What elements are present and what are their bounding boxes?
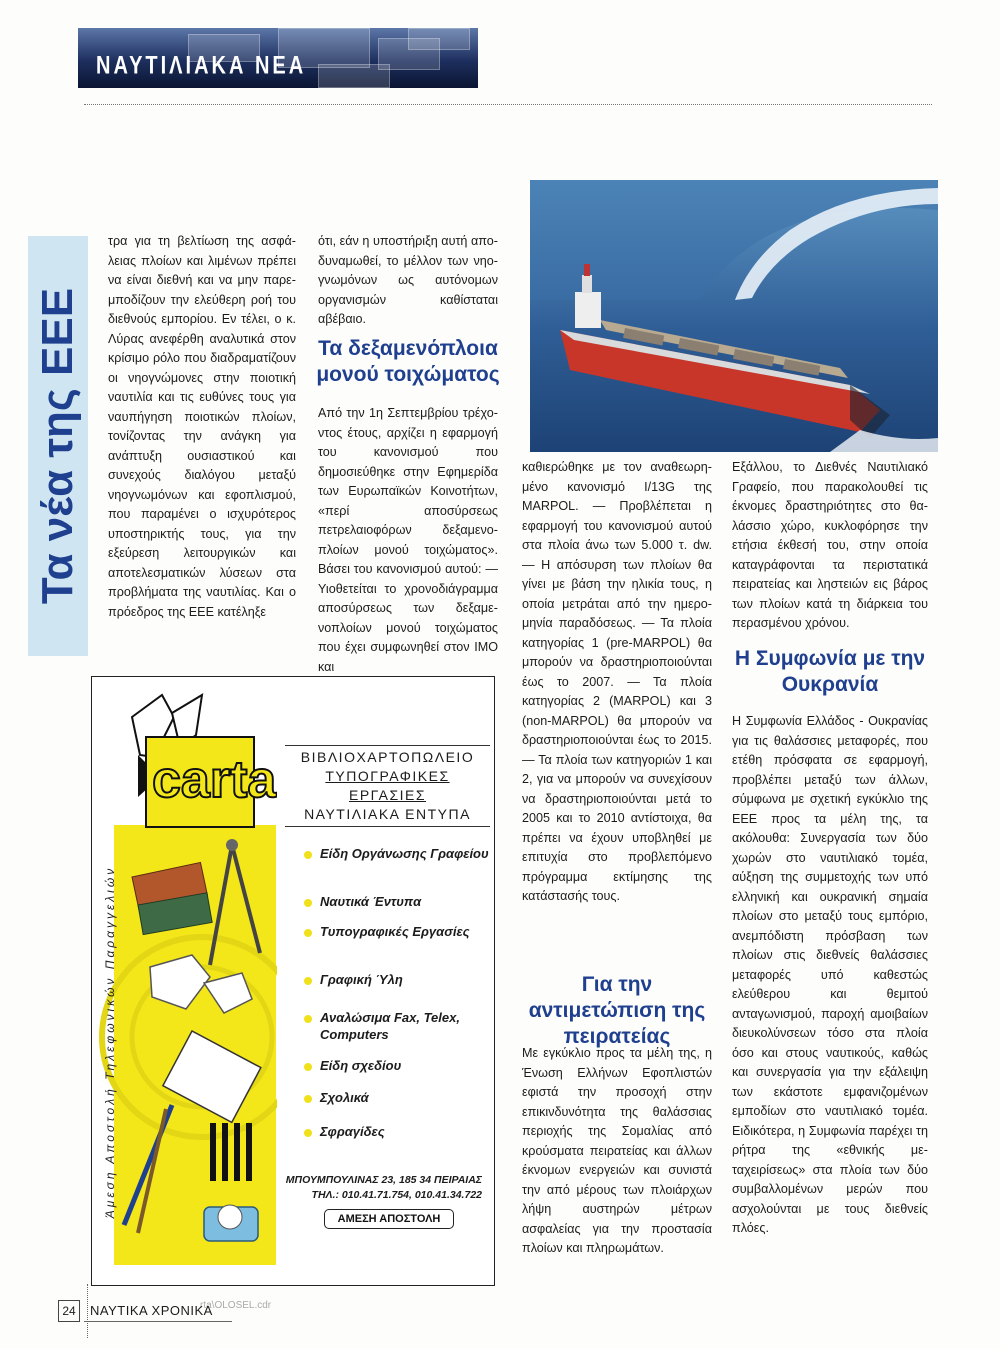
direct-delivery-button[interactable]: ΑΜΕΣΗ ΑΠΟΣΤΟΛΗ — [324, 1209, 454, 1229]
ad-line-printing: ΤΥΠΟΓΡΑΦΙΚΕΣ ΕΡΓΑΣΙΕΣ — [325, 768, 450, 803]
ad-services-heading — [285, 745, 490, 827]
article-col1: τρα για τη βελτίωση της ασφάλειας πλοίων και λιμένων πρέπει να είναι διεθνή και να μην παρεμποδίζουν την ελεύθερη ροή του διεθνούς εμπορίου. Εν τέλει, ο κ. Λύρας ανεφέρθη αναλυτικά στον κρίσιμο ρόλο που διαδραματίζουν οι νηογνώμονες στην ποιοτική ναυτιλία και τις ευθύνες τους για ναυπήγηση ποιοτικών πλοίων, τονίζοντας την ανάγκη για ανάπτυξη ουσιαστικού και συνεχούς διαλόγου μεταξύ νηογνωμόνων και εφοπλισμού, που παραμένει ο ισχυρότερος υποστηρικτής τους, για την εξεύρεση λειτουργικών και αποτελεσματικών λύσεων στα προβλήματα της ναυτιλίας. Και ο πρόεδρος της ΕΕΕ κατέληξε — [108, 234, 296, 619]
heading-piracy: Για την αντιμετώπιση της πειρατείας — [528, 973, 706, 1048]
magazine-name: ΝΑΥΤΙΚΑ ΧΡΟΝΙΚΑ — [90, 1303, 213, 1318]
heading-single-hull-tankers: Τα δεξαμενόπλοια μονού τοιχώματος — [316, 337, 500, 386]
page-number: 24 — [58, 1300, 80, 1322]
bullet-icon — [304, 899, 312, 907]
bullet-icon — [304, 1129, 312, 1137]
sidebar-title: Τα νέα της ΕΕΕ — [33, 287, 82, 605]
list-item: Είδη σχεδίου — [304, 1057, 494, 1074]
ad-line-nautical: ΝΑΥΤΙΛΙΑΚΑ ΕΝΤΥΠΑ — [285, 805, 490, 827]
list-item: Γραφική Ύλη — [304, 971, 494, 988]
article-col4-top: Εξάλλου, το Διεθνές Ναυτιλιακό Γραφείο, που παρακολουθεί τις έκνομες δραστηριότητες στο θαλάσσιο χώρο, κυκλοφόρησε την ετήσια έκθεσή του, στην οποία καταγράφονται τα περιστατικά πειρατείας και ληστειών εις βάρος των πλοίων κατά τη διάρκεια του περασμένου χρόνου. — [732, 460, 928, 630]
ad-contact — [282, 1173, 482, 1203]
article-col4-bottom: Η Συμφωνία Ελλάδος - Ουκρανίας για τις θαλάσσιες μεταφορές, που ετέθη πρόσφατα σε εφαρμογή, προβλέπει μεταξύ των άλλων, σύμφωνα με σχετική εγκύκλιο της ΕΕΕ προς τα μέλη της, τα ακόλουθα: Συνεργασία των δύο χωρών στο ναυτιλιακό τομέα, αύξηση της συμμετοχής των υπό ελληνική και ουκρανική σημαία πλοίων στο μεταξύ τους εμπόριο, ανεμπόδιστη πρόσβαση των πλοίων στις διεθνείς θαλάσσιες μεταφορές υπό καθεστώς ελεύθερου και θεμιτού ανταγωνισμού, παροχή αμοιβαίων διευκολύνσεων τόσο στα πλοία όσο και στους ναυτικούς, καθώς και συνεργασία για την εξάλειψη των εκάστοτε εμφανιζομένων εμποδίων στο ναυτιλιακό τομέα. Ειδικότερα, η Συμφωνία παρέχει τη ρήτρα της «εθνικής μεταχειρίσεως» στα πλοία των δύο συμβαλλομένων μερών που ασχολούνται με τους διεθνείς πλόες. — [732, 714, 928, 1235]
list-item: Σχολικά — [304, 1089, 494, 1106]
list-item: Σφραγίδες — [304, 1123, 494, 1140]
list-item: Αναλώσιμα Fax, Telex, Computers — [304, 1009, 494, 1043]
section-title: ΝΑΥΤΙΛΙΑΚΑ ΝΕΑ — [96, 52, 307, 80]
header-divider — [84, 104, 932, 105]
footer-vertical-rule — [87, 1284, 88, 1338]
bullet-icon — [304, 929, 312, 937]
carta-advertisement — [91, 676, 495, 1286]
ship-photo — [530, 180, 938, 452]
sidebar-panel — [28, 236, 88, 656]
ad-address: ΜΠΟΥΜΠΟΥΛΙΝΑΣ 23, 185 34 ΠΕΙΡΑΙΑΣ — [285, 1174, 482, 1186]
article-col2-bottom: Από την 1η Σεπτεμβρίου τρέχοντος έτους, αρχίζει η εφαρμογή του κανονισμού που δημοσιεύθηκε στην Εφημερίδα των Ευρωπαϊκών Κοινοτήτων, «περί αποσύρσεως πετρελαιοφόρων δεξαμενοπλοίων μονού τοιχώματος». Βάσει του κανονισμού αυτού: — Υιοθετείται το χρονοδιάγραμμα αποσύρσεως των δεξαμενοπλοίων μονού τοιχώματος που έχει συμφωνηθεί στον ΙΜΟ και — [318, 406, 498, 674]
list-item: Είδη Οργάνωσης Γραφείου — [304, 845, 494, 862]
ad-line-bookstore: ΒΙΒΛΙΟΧΑΡΤΟΠΩΛΕΙΟ — [285, 745, 490, 767]
ad-vertical-slogan: Άμεση Αποστολή Τηλεφωνικών Παραγγελιών — [103, 865, 117, 1219]
bullet-icon — [304, 851, 312, 859]
article-col3-top: καθιερώθηκε με τον αναθεωρημένο κανονισμό I/13G της MARPOL. — Προβλέπεται η εφαρμογή του κανονισμού αυτού στα πλοία άνω των 5.000 τ. dw. — Η απόσυρση των πλοίων θα γίνει με βάση την ηλικία τους, η οποία μετράται από την ημερομηνία παραδόσεως. — Τα πλοία κατηγορίας 1 (pre-MARPOL) θα μπορούν να δραστηριοποιούνται έως το 2007. — Τα πλοία κατηγορίας 2 (MARPOL) και 3 (non-MARPOL) θα μπορούν να δραστηριοποιούνται έως το 2015. — Τα πλοία των κατηγοριών 1 και 2, για να μπορούν να συνεχίσουν να δραστηριοποιούνται μετά το 2005 και το 2010 αντίστοιχα, θα πρέπει να έχουν υποβληθεί με επιτυχία στο προβλεπόμενο πρόγραμμα εκτίμησης της κατάστασής τους. — [522, 460, 712, 903]
article-col2-top: ότι, εάν η υποστήριξη αυτή αποδυναμωθεί, το μέλλον των νηογνωμόνων ως αυτόνομων οργανισμών καθίσταται αβέβαιο. — [318, 234, 498, 326]
ship-illustration — [530, 180, 938, 452]
bullet-icon — [304, 977, 312, 985]
ad-logo: carta — [152, 751, 277, 809]
article-col3-bottom: Με εγκύκλιο προς τα μέλη της, η Ένωση Ελλήνων Εφοπλιστών εφιστά την προσοχή στην επικινδυνότητα της θαλάσσιας περιοχής της Σομαλίας από κρούσματα πειρατείας και άλλων έκνομων ενεργειών και συνιστά την από μέρους των πλοιάρχων λήψη αυστηρών μέτρων ασφαλείας για την προστασία πλοίων και πληρωμάτων. — [522, 1046, 712, 1255]
ad-illustration — [92, 677, 277, 1285]
bullet-icon — [304, 1063, 312, 1071]
footer-rule — [84, 1321, 232, 1322]
heading-ukraine-agreement: Η Συμφωνία με την Ουκρανία — [734, 647, 926, 696]
file-name-trace: rta\OLOSEL.cdr — [200, 1300, 272, 1311]
list-item: Ναυτικά Έντυπα — [304, 893, 494, 910]
ad-phone: ΤΗΛ.: 010.41.71.754, 010.41.34.722 — [311, 1189, 482, 1201]
list-item: Τυπογραφικές Εργασίες — [304, 923, 494, 940]
bullet-icon — [304, 1015, 312, 1023]
section-banner — [78, 28, 478, 88]
bullet-icon — [304, 1095, 312, 1103]
